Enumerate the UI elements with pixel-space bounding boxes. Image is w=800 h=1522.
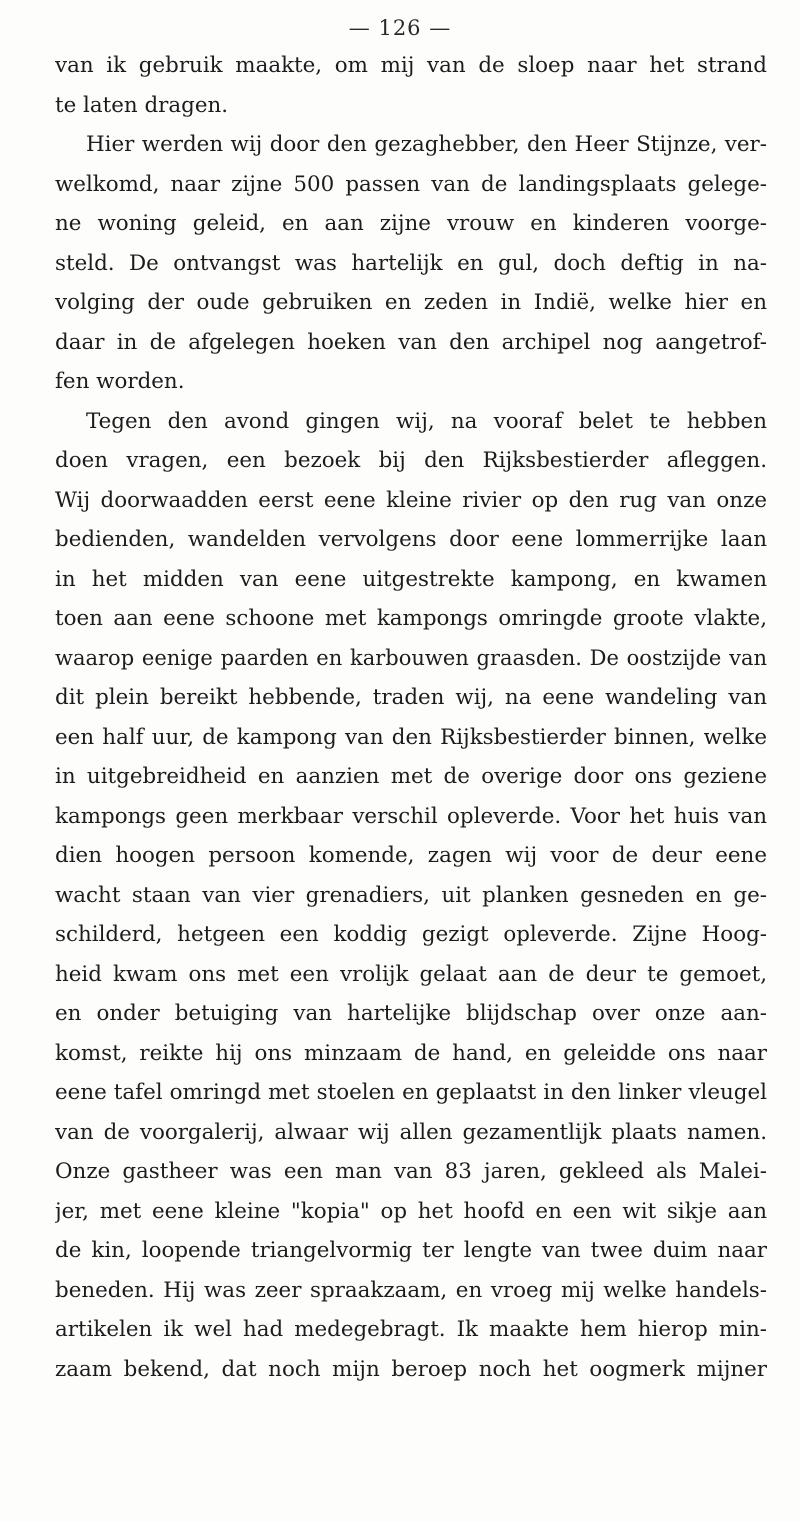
text-line: toen aan eene schoone met kampongs omringde groote vlakte, xyxy=(55,606,767,631)
text-line: van de voorgalerij, alwaar wij allen gezamentlijk plaats namen. xyxy=(55,1119,767,1145)
body-text xyxy=(55,46,767,1389)
text-line: beneden. Hij was zeer spraakzaam, en vroeg mij welke handels- xyxy=(55,1277,767,1303)
text-line: ne woning geleid, en aan zijne vrouw en kinderen voorge- xyxy=(55,211,767,236)
text-line: steld. De ontvangst was hartelijk en gul, doch deftig in na- xyxy=(55,250,767,276)
text-line: te laten dragen. xyxy=(55,92,229,118)
text-line: schilderd, hetgeen een koddig gezigt opleverde. Zijne Hoog- xyxy=(55,922,767,947)
text-line: heid kwam ons met een vrolijk gelaat aan de deur te gemoet, xyxy=(55,961,767,987)
text-line: Onze gastheer was een man van 83 jaren, gekleed als Malei- xyxy=(55,1159,767,1184)
text-line: daar in de afgelegen hoeken van den archipel nog aangetrof- xyxy=(55,329,767,355)
text-line: komst, reikte hij ons minzaam de hand, en geleidde ons naar xyxy=(55,1040,767,1066)
text-line: bedienden, wandelden vervolgens door eene lommerrijke laan xyxy=(55,527,767,552)
text-line: Tegen den avond gingen wij, na vooraf belet te hebben xyxy=(86,408,767,434)
text-line: de kin, loopende triangelvormig ter lengte van twee duim naar xyxy=(55,1238,767,1263)
text-line: waarop eenige paarden en karbouwen graasden. De oostzijde van xyxy=(55,645,767,670)
text-line: zaam bekend, dat noch mijn beroep noch het oogmerk mijner xyxy=(55,1356,767,1382)
text-line: van ik gebruik maakte, om mij van de sloep naar het strand xyxy=(55,53,767,78)
text-line: jer, met eene kleine "kopia" op het hoofd en een wit sikje aan xyxy=(55,1198,767,1224)
text-line: wacht staan van vier grenadiers, uit planken gesneden en ge- xyxy=(55,882,767,908)
text-line: fen worden. xyxy=(55,369,185,394)
text-line: een half uur, de kampong van den Rijksbestierder binnen, welke xyxy=(55,724,767,750)
text-line: Hier werden wij door den gezaghebber, den Heer Stijnze, ver- xyxy=(86,132,767,157)
text-line: eene tafel omringd met stoelen en geplaatst in den linker vleugel xyxy=(55,1080,767,1105)
text-line: dit plein bereikt hebbende, traden wij, na eene wandeling van xyxy=(55,685,767,710)
text-line: kampongs geen merkbaar verschil opleverde. Voor het huis van xyxy=(55,803,767,829)
text-line: in het midden van eene uitgestrekte kampong, en kwamen xyxy=(55,566,767,592)
text-line: welkomd, naar zijne 500 passen van de landingsplaats gelege- xyxy=(55,171,767,197)
text-line: in uitgebreidheid en aanzien met de overige door ons geziene xyxy=(55,764,767,789)
text-line: volging der oude gebruiken en zeden in Indië, welke hier en xyxy=(55,290,767,315)
text-line: dien hoogen persoon komende, zagen wij voor de deur eene xyxy=(55,843,767,868)
page-number: — 126 — xyxy=(348,16,452,40)
text-line: doen vragen, een bezoek bij den Rijksbestierder afleggen. xyxy=(55,448,767,473)
text-line: en onder betuiging van hartelijke blijdschap over onze aan- xyxy=(55,1001,767,1026)
text-line: artikelen ik wel had medegebragt. Ik maakte hem hierop min- xyxy=(55,1317,767,1342)
text-line: Wij doorwaadden eerst eene kleine rivier op den rug van onze xyxy=(55,487,767,513)
